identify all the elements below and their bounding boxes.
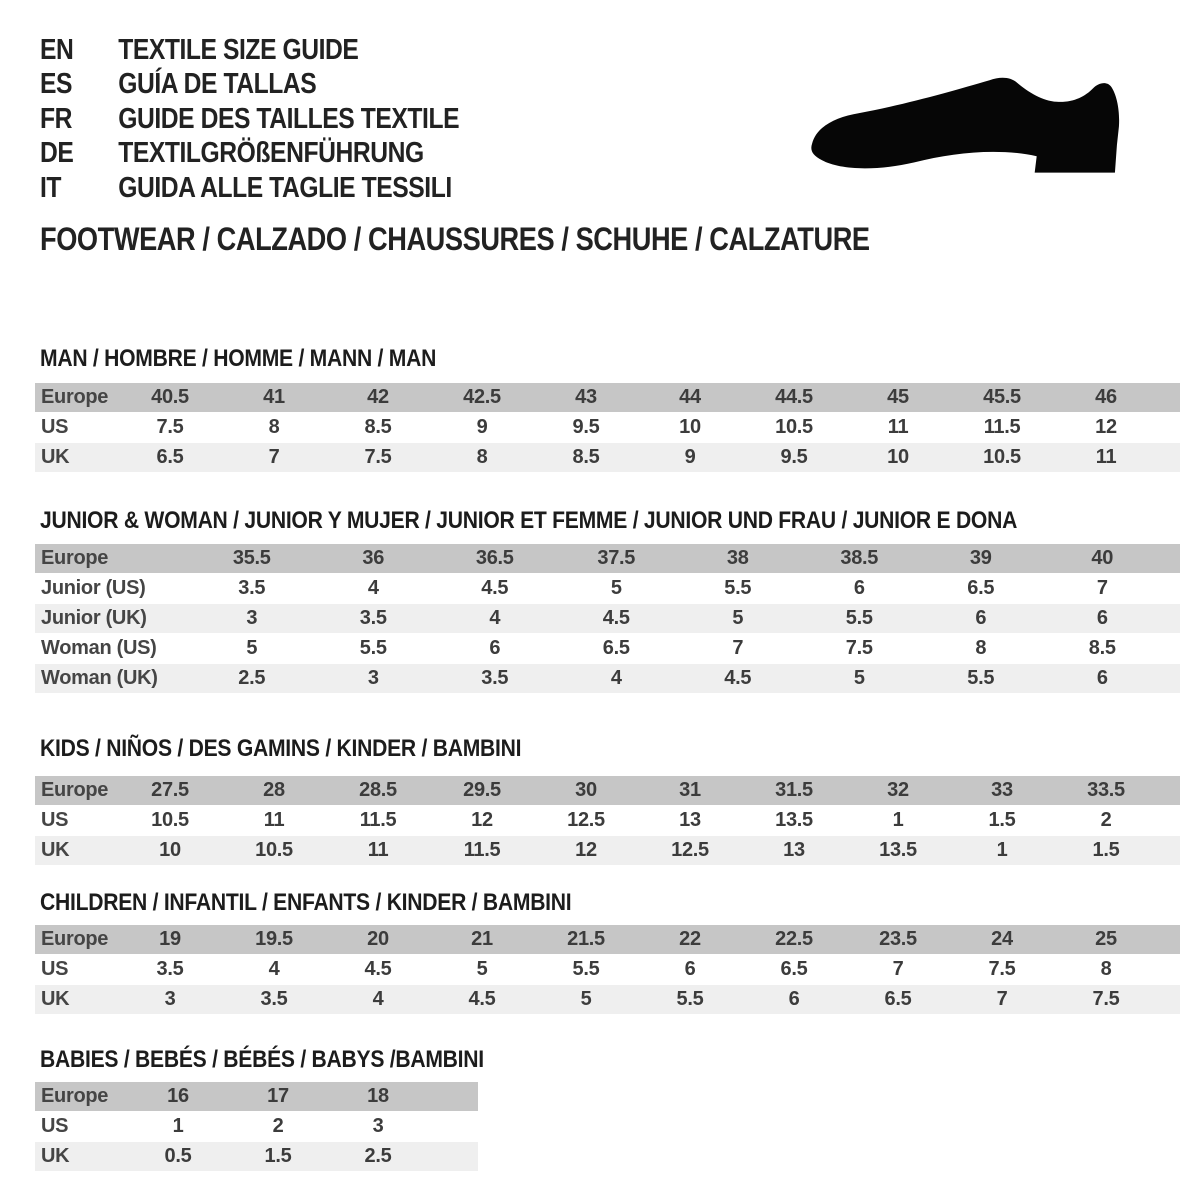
size-cell: 35.5 bbox=[191, 544, 313, 574]
size-cell: 40.5 bbox=[118, 383, 222, 413]
filler-cell bbox=[428, 1082, 478, 1112]
size-cell: 1 bbox=[128, 1112, 228, 1142]
size-cell: 3 bbox=[313, 664, 435, 694]
filler-cell bbox=[1158, 806, 1180, 836]
size-cell: 19 bbox=[118, 925, 222, 955]
section-title-children: CHILDREN / INFANTIL / ENFANTS / KINDER / BAMBINI bbox=[40, 889, 572, 916]
size-cell: 5 bbox=[191, 634, 313, 664]
size-cell: 18 bbox=[328, 1082, 428, 1112]
language-label: GUIDA ALLE TAGLIE TESSILI bbox=[118, 171, 452, 204]
row-label: US bbox=[35, 955, 118, 985]
size-cell: 24 bbox=[950, 925, 1054, 955]
table-row bbox=[35, 925, 1180, 955]
size-cell: 5 bbox=[430, 955, 534, 985]
language-header bbox=[40, 33, 533, 206]
row-label: UK bbox=[35, 443, 118, 473]
table-row bbox=[35, 985, 1180, 1015]
size-cell: 11 bbox=[222, 806, 326, 836]
size-table-man bbox=[35, 383, 1180, 473]
filler-cell bbox=[1163, 544, 1180, 574]
row-label: UK bbox=[35, 836, 118, 866]
size-cell: 9 bbox=[638, 443, 742, 473]
size-cell: 11 bbox=[326, 836, 430, 866]
row-label: US bbox=[35, 806, 118, 836]
size-cell: 5 bbox=[799, 664, 921, 694]
size-cell: 45 bbox=[846, 383, 950, 413]
row-label: UK bbox=[35, 985, 118, 1015]
size-cell: 9.5 bbox=[742, 443, 846, 473]
size-table-junior-woman bbox=[35, 544, 1180, 694]
size-cell: 6 bbox=[799, 574, 921, 604]
section-title-kids: KIDS / NIÑOS / DES GAMINS / KINDER / BAMBINI bbox=[40, 735, 522, 762]
size-cell: 13.5 bbox=[846, 836, 950, 866]
size-cell: 25 bbox=[1054, 925, 1158, 955]
size-cell: 10.5 bbox=[118, 806, 222, 836]
size-cell: 7 bbox=[677, 634, 799, 664]
size-table-kids bbox=[35, 776, 1180, 866]
size-cell: 5 bbox=[556, 574, 678, 604]
size-cell: 5 bbox=[677, 604, 799, 634]
size-cell: 7.5 bbox=[950, 955, 1054, 985]
size-cell: 22 bbox=[638, 925, 742, 955]
row-label: Europe bbox=[35, 925, 118, 955]
filler-cell bbox=[428, 1142, 478, 1172]
section-title-junior-woman: JUNIOR & WOMAN / JUNIOR Y MUJER / JUNIOR ET FEMME / JUNIOR UND FRAU / JUNIOR E DONA bbox=[40, 507, 1018, 534]
size-cell: 13 bbox=[638, 806, 742, 836]
size-cell: 8 bbox=[430, 443, 534, 473]
table-row bbox=[35, 574, 1180, 604]
size-cell: 4.5 bbox=[326, 955, 430, 985]
language-code: ES bbox=[40, 68, 73, 101]
size-cell: 1.5 bbox=[950, 806, 1054, 836]
size-cell: 10 bbox=[638, 413, 742, 443]
size-cell: 1.5 bbox=[1054, 836, 1158, 866]
size-cell: 10 bbox=[846, 443, 950, 473]
row-label: Junior (UK) bbox=[35, 604, 191, 634]
size-cell: 17 bbox=[228, 1082, 328, 1112]
table-row bbox=[35, 836, 1180, 866]
size-cell: 8.5 bbox=[534, 443, 638, 473]
size-cell: 6.5 bbox=[556, 634, 678, 664]
filler-cell bbox=[428, 1112, 478, 1142]
size-cell: 6 bbox=[1042, 664, 1164, 694]
size-cell: 43 bbox=[534, 383, 638, 413]
size-cell: 1 bbox=[950, 836, 1054, 866]
size-cell: 6.5 bbox=[742, 955, 846, 985]
filler-cell bbox=[1158, 955, 1180, 985]
section-title-babies: BABIES / BEBÉS / BÉBÉS / BABYS /BAMBINI bbox=[40, 1046, 484, 1073]
filler-cell bbox=[1158, 985, 1180, 1015]
size-table bbox=[35, 925, 1180, 1015]
size-cell: 7.5 bbox=[326, 443, 430, 473]
language-code: DE bbox=[40, 137, 74, 170]
language-label: TEXTILE SIZE GUIDE bbox=[118, 33, 359, 66]
table-row bbox=[35, 664, 1180, 694]
table-row bbox=[35, 955, 1180, 985]
size-cell: 8.5 bbox=[326, 413, 430, 443]
size-cell: 28.5 bbox=[326, 776, 430, 806]
language-label: TEXTILGRÖßENFÜHRUNG bbox=[118, 137, 424, 170]
table-row bbox=[35, 383, 1180, 413]
language-label: GUIDE DES TAILLES TEXTILE bbox=[118, 102, 460, 135]
row-label: Europe bbox=[35, 1082, 128, 1112]
size-cell: 11.5 bbox=[950, 413, 1054, 443]
size-cell: 8 bbox=[920, 634, 1042, 664]
filler-cell bbox=[1163, 634, 1180, 664]
language-label: GUÍA DE TALLAS bbox=[118, 68, 317, 101]
size-cell: 44 bbox=[638, 383, 742, 413]
size-cell: 27.5 bbox=[118, 776, 222, 806]
table-row bbox=[35, 634, 1180, 664]
size-cell: 5.5 bbox=[799, 604, 921, 634]
size-cell: 4 bbox=[326, 985, 430, 1015]
size-cell: 4 bbox=[434, 604, 556, 634]
size-cell: 2 bbox=[1054, 806, 1158, 836]
size-table bbox=[35, 544, 1180, 694]
size-cell: 37.5 bbox=[556, 544, 678, 574]
size-cell: 42.5 bbox=[430, 383, 534, 413]
size-cell: 31.5 bbox=[742, 776, 846, 806]
size-cell: 1.5 bbox=[228, 1142, 328, 1172]
filler-cell bbox=[1163, 574, 1180, 604]
filler-cell bbox=[1158, 776, 1180, 806]
size-cell: 9.5 bbox=[534, 413, 638, 443]
size-table-babies bbox=[35, 1082, 478, 1172]
size-cell: 2 bbox=[228, 1112, 328, 1142]
size-cell: 28 bbox=[222, 776, 326, 806]
category-line: FOOTWEAR / CALZADO / CHAUSSURES / SCHUHE / CALZATURE bbox=[40, 221, 870, 257]
size-cell: 6.5 bbox=[920, 574, 1042, 604]
size-cell: 7.5 bbox=[1054, 985, 1158, 1015]
size-cell: 7 bbox=[222, 443, 326, 473]
size-cell: 13.5 bbox=[742, 806, 846, 836]
size-cell: 6 bbox=[638, 955, 742, 985]
size-cell: 12 bbox=[1054, 413, 1158, 443]
size-cell: 11.5 bbox=[326, 806, 430, 836]
size-cell: 3.5 bbox=[313, 604, 435, 634]
size-cell: 7 bbox=[1042, 574, 1164, 604]
table-row bbox=[35, 443, 1180, 473]
size-cell: 11 bbox=[1054, 443, 1158, 473]
size-cell: 1 bbox=[846, 806, 950, 836]
size-table-children bbox=[35, 925, 1180, 1015]
language-code: IT bbox=[40, 171, 62, 204]
size-cell: 38 bbox=[677, 544, 799, 574]
size-cell: 3.5 bbox=[118, 955, 222, 985]
filler-cell bbox=[1163, 664, 1180, 694]
size-cell: 42 bbox=[326, 383, 430, 413]
size-cell: 12 bbox=[534, 836, 638, 866]
size-cell: 4 bbox=[556, 664, 678, 694]
section-title-man: MAN / HOMBRE / HOMME / MANN / MAN bbox=[40, 345, 437, 372]
size-cell: 38.5 bbox=[799, 544, 921, 574]
size-cell: 6.5 bbox=[118, 443, 222, 473]
size-cell: 10.5 bbox=[742, 413, 846, 443]
size-cell: 46 bbox=[1054, 383, 1158, 413]
language-row bbox=[40, 171, 533, 206]
table-row bbox=[35, 1112, 478, 1142]
size-cell: 30 bbox=[534, 776, 638, 806]
size-cell: 21.5 bbox=[534, 925, 638, 955]
size-cell: 7 bbox=[950, 985, 1054, 1015]
size-cell: 2.5 bbox=[328, 1142, 428, 1172]
size-cell: 6.5 bbox=[846, 985, 950, 1015]
row-label: Europe bbox=[35, 383, 118, 413]
size-table bbox=[35, 1082, 478, 1172]
language-code: EN bbox=[40, 33, 74, 66]
size-cell: 21 bbox=[430, 925, 534, 955]
table-row bbox=[35, 604, 1180, 634]
size-cell: 39 bbox=[920, 544, 1042, 574]
size-cell: 4.5 bbox=[434, 574, 556, 604]
size-cell: 36 bbox=[313, 544, 435, 574]
size-cell: 40 bbox=[1042, 544, 1164, 574]
size-cell: 3.5 bbox=[222, 985, 326, 1015]
size-cell: 44.5 bbox=[742, 383, 846, 413]
table-row bbox=[35, 413, 1180, 443]
table-row bbox=[35, 1082, 478, 1112]
size-cell: 3 bbox=[191, 604, 313, 634]
size-cell: 5.5 bbox=[313, 634, 435, 664]
size-cell: 32 bbox=[846, 776, 950, 806]
size-cell: 33.5 bbox=[1054, 776, 1158, 806]
filler-cell bbox=[1158, 443, 1180, 473]
size-cell: 11 bbox=[846, 413, 950, 443]
shoe-silhouette-icon bbox=[804, 70, 1140, 188]
row-label: US bbox=[35, 413, 118, 443]
size-cell: 31 bbox=[638, 776, 742, 806]
filler-cell bbox=[1158, 383, 1180, 413]
size-cell: 3 bbox=[118, 985, 222, 1015]
size-cell: 5.5 bbox=[920, 664, 1042, 694]
size-cell: 13 bbox=[742, 836, 846, 866]
row-label: Europe bbox=[35, 776, 118, 806]
size-cell: 5.5 bbox=[677, 574, 799, 604]
row-label: Junior (US) bbox=[35, 574, 191, 604]
size-cell: 36.5 bbox=[434, 544, 556, 574]
size-cell: 7.5 bbox=[799, 634, 921, 664]
language-code: FR bbox=[40, 102, 73, 135]
language-row bbox=[40, 137, 533, 172]
size-cell: 20 bbox=[326, 925, 430, 955]
table-row bbox=[35, 544, 1180, 574]
row-label: UK bbox=[35, 1142, 128, 1172]
size-table bbox=[35, 776, 1180, 866]
size-cell: 4 bbox=[313, 574, 435, 604]
size-cell: 12.5 bbox=[534, 806, 638, 836]
table-row bbox=[35, 776, 1180, 806]
size-cell: 16 bbox=[128, 1082, 228, 1112]
language-row bbox=[40, 102, 533, 137]
size-cell: 23.5 bbox=[846, 925, 950, 955]
size-cell: 4.5 bbox=[677, 664, 799, 694]
row-label: Woman (US) bbox=[35, 634, 191, 664]
size-cell: 10 bbox=[118, 836, 222, 866]
size-cell: 3 bbox=[328, 1112, 428, 1142]
size-cell: 10.5 bbox=[950, 443, 1054, 473]
size-cell: 12.5 bbox=[638, 836, 742, 866]
filler-cell bbox=[1158, 836, 1180, 866]
size-cell: 10.5 bbox=[222, 836, 326, 866]
size-cell: 7.5 bbox=[118, 413, 222, 443]
size-cell: 6 bbox=[1042, 604, 1164, 634]
row-label: Europe bbox=[35, 544, 191, 574]
size-cell: 4 bbox=[222, 955, 326, 985]
size-cell: 7 bbox=[846, 955, 950, 985]
size-cell: 9 bbox=[430, 413, 534, 443]
size-cell: 6 bbox=[742, 985, 846, 1015]
filler-cell bbox=[1163, 604, 1180, 634]
size-cell: 4.5 bbox=[430, 985, 534, 1015]
size-cell: 8.5 bbox=[1042, 634, 1164, 664]
table-row bbox=[35, 1142, 478, 1172]
filler-cell bbox=[1158, 413, 1180, 443]
language-row bbox=[40, 33, 533, 68]
size-cell: 6 bbox=[434, 634, 556, 664]
size-cell: 3.5 bbox=[191, 574, 313, 604]
size-cell: 12 bbox=[430, 806, 534, 836]
size-cell: 5.5 bbox=[534, 955, 638, 985]
size-cell: 4.5 bbox=[556, 604, 678, 634]
table-row bbox=[35, 806, 1180, 836]
row-label: Woman (UK) bbox=[35, 664, 191, 694]
size-cell: 41 bbox=[222, 383, 326, 413]
size-table bbox=[35, 383, 1180, 473]
filler-cell bbox=[1158, 925, 1180, 955]
size-cell: 8 bbox=[1054, 955, 1158, 985]
size-cell: 22.5 bbox=[742, 925, 846, 955]
size-cell: 3.5 bbox=[434, 664, 556, 694]
size-cell: 6 bbox=[920, 604, 1042, 634]
size-cell: 45.5 bbox=[950, 383, 1054, 413]
size-cell: 33 bbox=[950, 776, 1054, 806]
size-cell: 11.5 bbox=[430, 836, 534, 866]
size-cell: 0.5 bbox=[128, 1142, 228, 1172]
language-row bbox=[40, 68, 533, 103]
size-cell: 29.5 bbox=[430, 776, 534, 806]
size-cell: 5 bbox=[534, 985, 638, 1015]
size-cell: 5.5 bbox=[638, 985, 742, 1015]
row-label: US bbox=[35, 1112, 128, 1142]
size-cell: 2.5 bbox=[191, 664, 313, 694]
size-cell: 8 bbox=[222, 413, 326, 443]
size-cell: 19.5 bbox=[222, 925, 326, 955]
